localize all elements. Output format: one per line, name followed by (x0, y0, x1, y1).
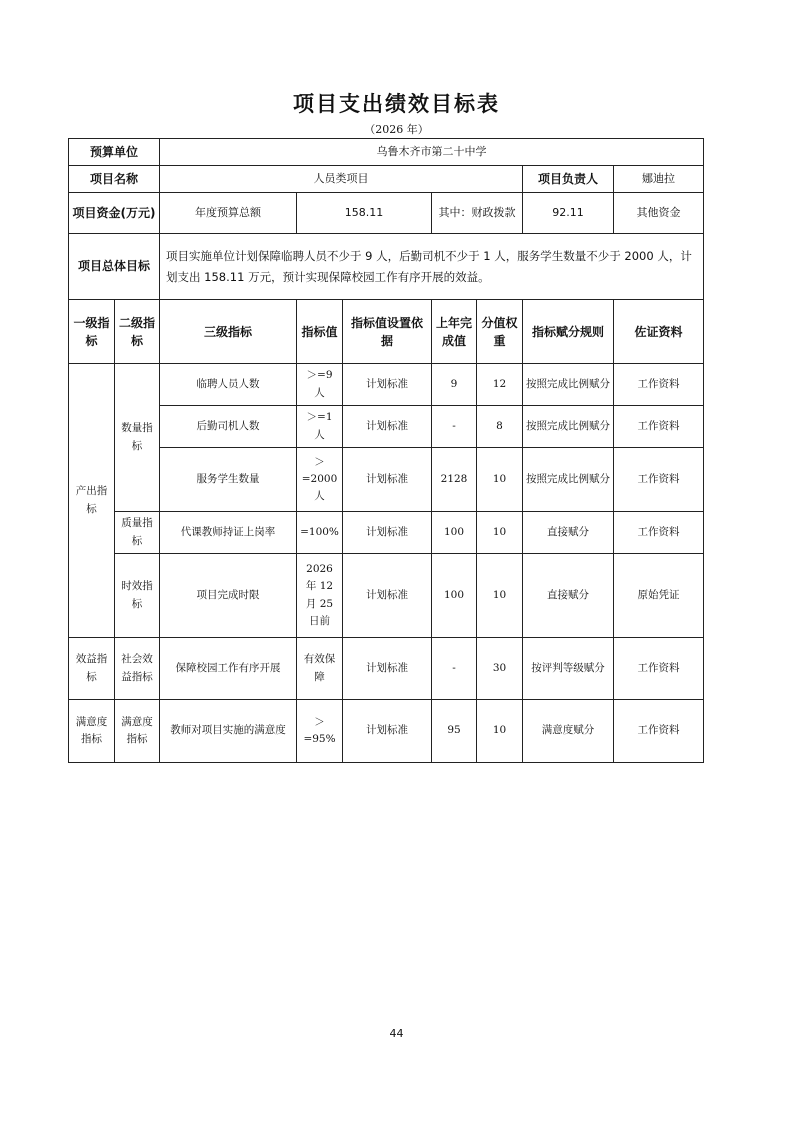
indicator-weight: 8 (477, 406, 523, 448)
subgroup-satisfaction: 满意度指标 (115, 700, 160, 763)
row-overall-goal (69, 234, 704, 300)
indicator-name: 服务学生数量 (160, 448, 297, 512)
header-level1: 一级指标 (69, 300, 115, 364)
indicator-weight: 10 (477, 700, 523, 763)
indicator-last-year: - (432, 638, 477, 700)
indicator-last-year: 100 (432, 554, 477, 638)
indicator-evidence: 工作资料 (614, 364, 704, 406)
indicator-value: 有效保障 (297, 638, 343, 700)
table-row (69, 512, 704, 554)
indicator-weight: 10 (477, 512, 523, 554)
indicator-value: ＞ =95% (297, 700, 343, 763)
header-last-year: 上年完成值 (432, 300, 477, 364)
indicator-basis: 计划标准 (343, 638, 432, 700)
table-row (69, 700, 704, 763)
header-row (69, 300, 704, 364)
indicator-evidence: 工作资料 (614, 448, 704, 512)
subgroup-social: 社会效益指标 (115, 638, 160, 700)
indicator-evidence: 工作资料 (614, 700, 704, 763)
budget-unit-label: 预算单位 (69, 139, 160, 166)
fiscal-funding-label: 其中：财政拨款 (432, 193, 523, 234)
overall-goal-text: 项目实施单位计划保障临聘人员不少于 9 人，后勤司机不少于 1 人，服务学生数量不少于 2000 人，计划支出 158.11 万元，预计实现保障校园工作有序开展的效益。 (160, 234, 704, 300)
header-level2: 二级指标 (115, 300, 160, 364)
indicator-value: 2026 年 12 月 25 日前 (297, 554, 343, 638)
project-fund-label: 项目资金(万元) (69, 193, 160, 234)
indicator-basis: 计划标准 (343, 448, 432, 512)
page-number: 44 (389, 1027, 404, 1040)
indicator-last-year: 9 (432, 364, 477, 406)
year-label: （2026 年） (364, 123, 429, 136)
indicator-rule: 直接赋分 (523, 512, 614, 554)
indicator-value: =100% (297, 512, 343, 554)
overall-goal-label: 项目总体目标 (69, 234, 160, 300)
indicator-name: 保障校园工作有序开展 (160, 638, 297, 700)
indicator-name: 临聘人员人数 (160, 364, 297, 406)
table-row (69, 406, 704, 448)
indicator-last-year: 100 (432, 512, 477, 554)
subgroup-quality: 质量指标 (115, 512, 160, 554)
indicator-last-year: - (432, 406, 477, 448)
indicator-weight: 30 (477, 638, 523, 700)
indicator-rule: 满意度赋分 (523, 700, 614, 763)
group-output: 产出指标 (69, 364, 115, 638)
project-manager-value: 娜迪拉 (614, 166, 704, 193)
annual-budget-label: 年度预算总额 (160, 193, 297, 234)
budget-unit-value: 乌鲁木齐市第二十中学 (160, 139, 704, 166)
table-row (69, 554, 704, 638)
indicator-basis: 计划标准 (343, 554, 432, 638)
indicator-basis: 计划标准 (343, 406, 432, 448)
performance-table (68, 138, 704, 763)
project-name-value: 人员类项目 (160, 166, 523, 193)
indicator-last-year: 2128 (432, 448, 477, 512)
indicator-name: 后勤司机人数 (160, 406, 297, 448)
indicator-rule: 按照完成比例赋分 (523, 364, 614, 406)
indicator-basis: 计划标准 (343, 512, 432, 554)
indicator-rule: 按评判等级赋分 (523, 638, 614, 700)
project-name-label: 项目名称 (69, 166, 160, 193)
indicator-basis: 计划标准 (343, 364, 432, 406)
group-satisfaction: 满意度指标 (69, 700, 115, 763)
indicator-weight: 10 (477, 554, 523, 638)
header-value: 指标值 (297, 300, 343, 364)
subgroup-quantity: 数量指标 (115, 364, 160, 512)
group-effect: 效益指标 (69, 638, 115, 700)
indicator-evidence: 工作资料 (614, 638, 704, 700)
fiscal-funding-value: 92.11 (523, 193, 614, 234)
indicator-weight: 10 (477, 448, 523, 512)
indicator-rule: 按照完成比例赋分 (523, 448, 614, 512)
indicator-evidence: 工作资料 (614, 512, 704, 554)
row-project-fund (69, 193, 704, 234)
header-level3: 三级指标 (160, 300, 297, 364)
row-budget-unit (69, 139, 704, 166)
page-title: 项目支出绩效目标表 (293, 92, 500, 116)
indicator-value: ＞=9 人 (297, 364, 343, 406)
indicator-evidence: 工作资料 (614, 406, 704, 448)
table-row (69, 448, 704, 512)
subgroup-timeliness: 时效指标 (115, 554, 160, 638)
table-row (69, 364, 704, 406)
indicator-name: 代课教师持证上岗率 (160, 512, 297, 554)
header-evidence: 佐证资料 (614, 300, 704, 364)
indicator-name: 教师对项目实施的满意度 (160, 700, 297, 763)
header-weight: 分值权重 (477, 300, 523, 364)
indicator-rule: 直接赋分 (523, 554, 614, 638)
project-manager-label: 项目负责人 (523, 166, 614, 193)
other-funding-label: 其他资金 (614, 193, 704, 234)
indicator-evidence: 原始凭证 (614, 554, 704, 638)
indicator-value: ＞=1 人 (297, 406, 343, 448)
indicator-rule: 按照完成比例赋分 (523, 406, 614, 448)
header-rule: 指标赋分规则 (523, 300, 614, 364)
indicator-weight: 12 (477, 364, 523, 406)
indicator-last-year: 95 (432, 700, 477, 763)
indicator-value: ＞ =2000 人 (297, 448, 343, 512)
row-project-name (69, 166, 704, 193)
indicator-name: 项目完成时限 (160, 554, 297, 638)
indicator-basis: 计划标准 (343, 700, 432, 763)
table-row (69, 638, 704, 700)
annual-budget-value: 158.11 (297, 193, 432, 234)
header-basis: 指标值设置依据 (343, 300, 432, 364)
